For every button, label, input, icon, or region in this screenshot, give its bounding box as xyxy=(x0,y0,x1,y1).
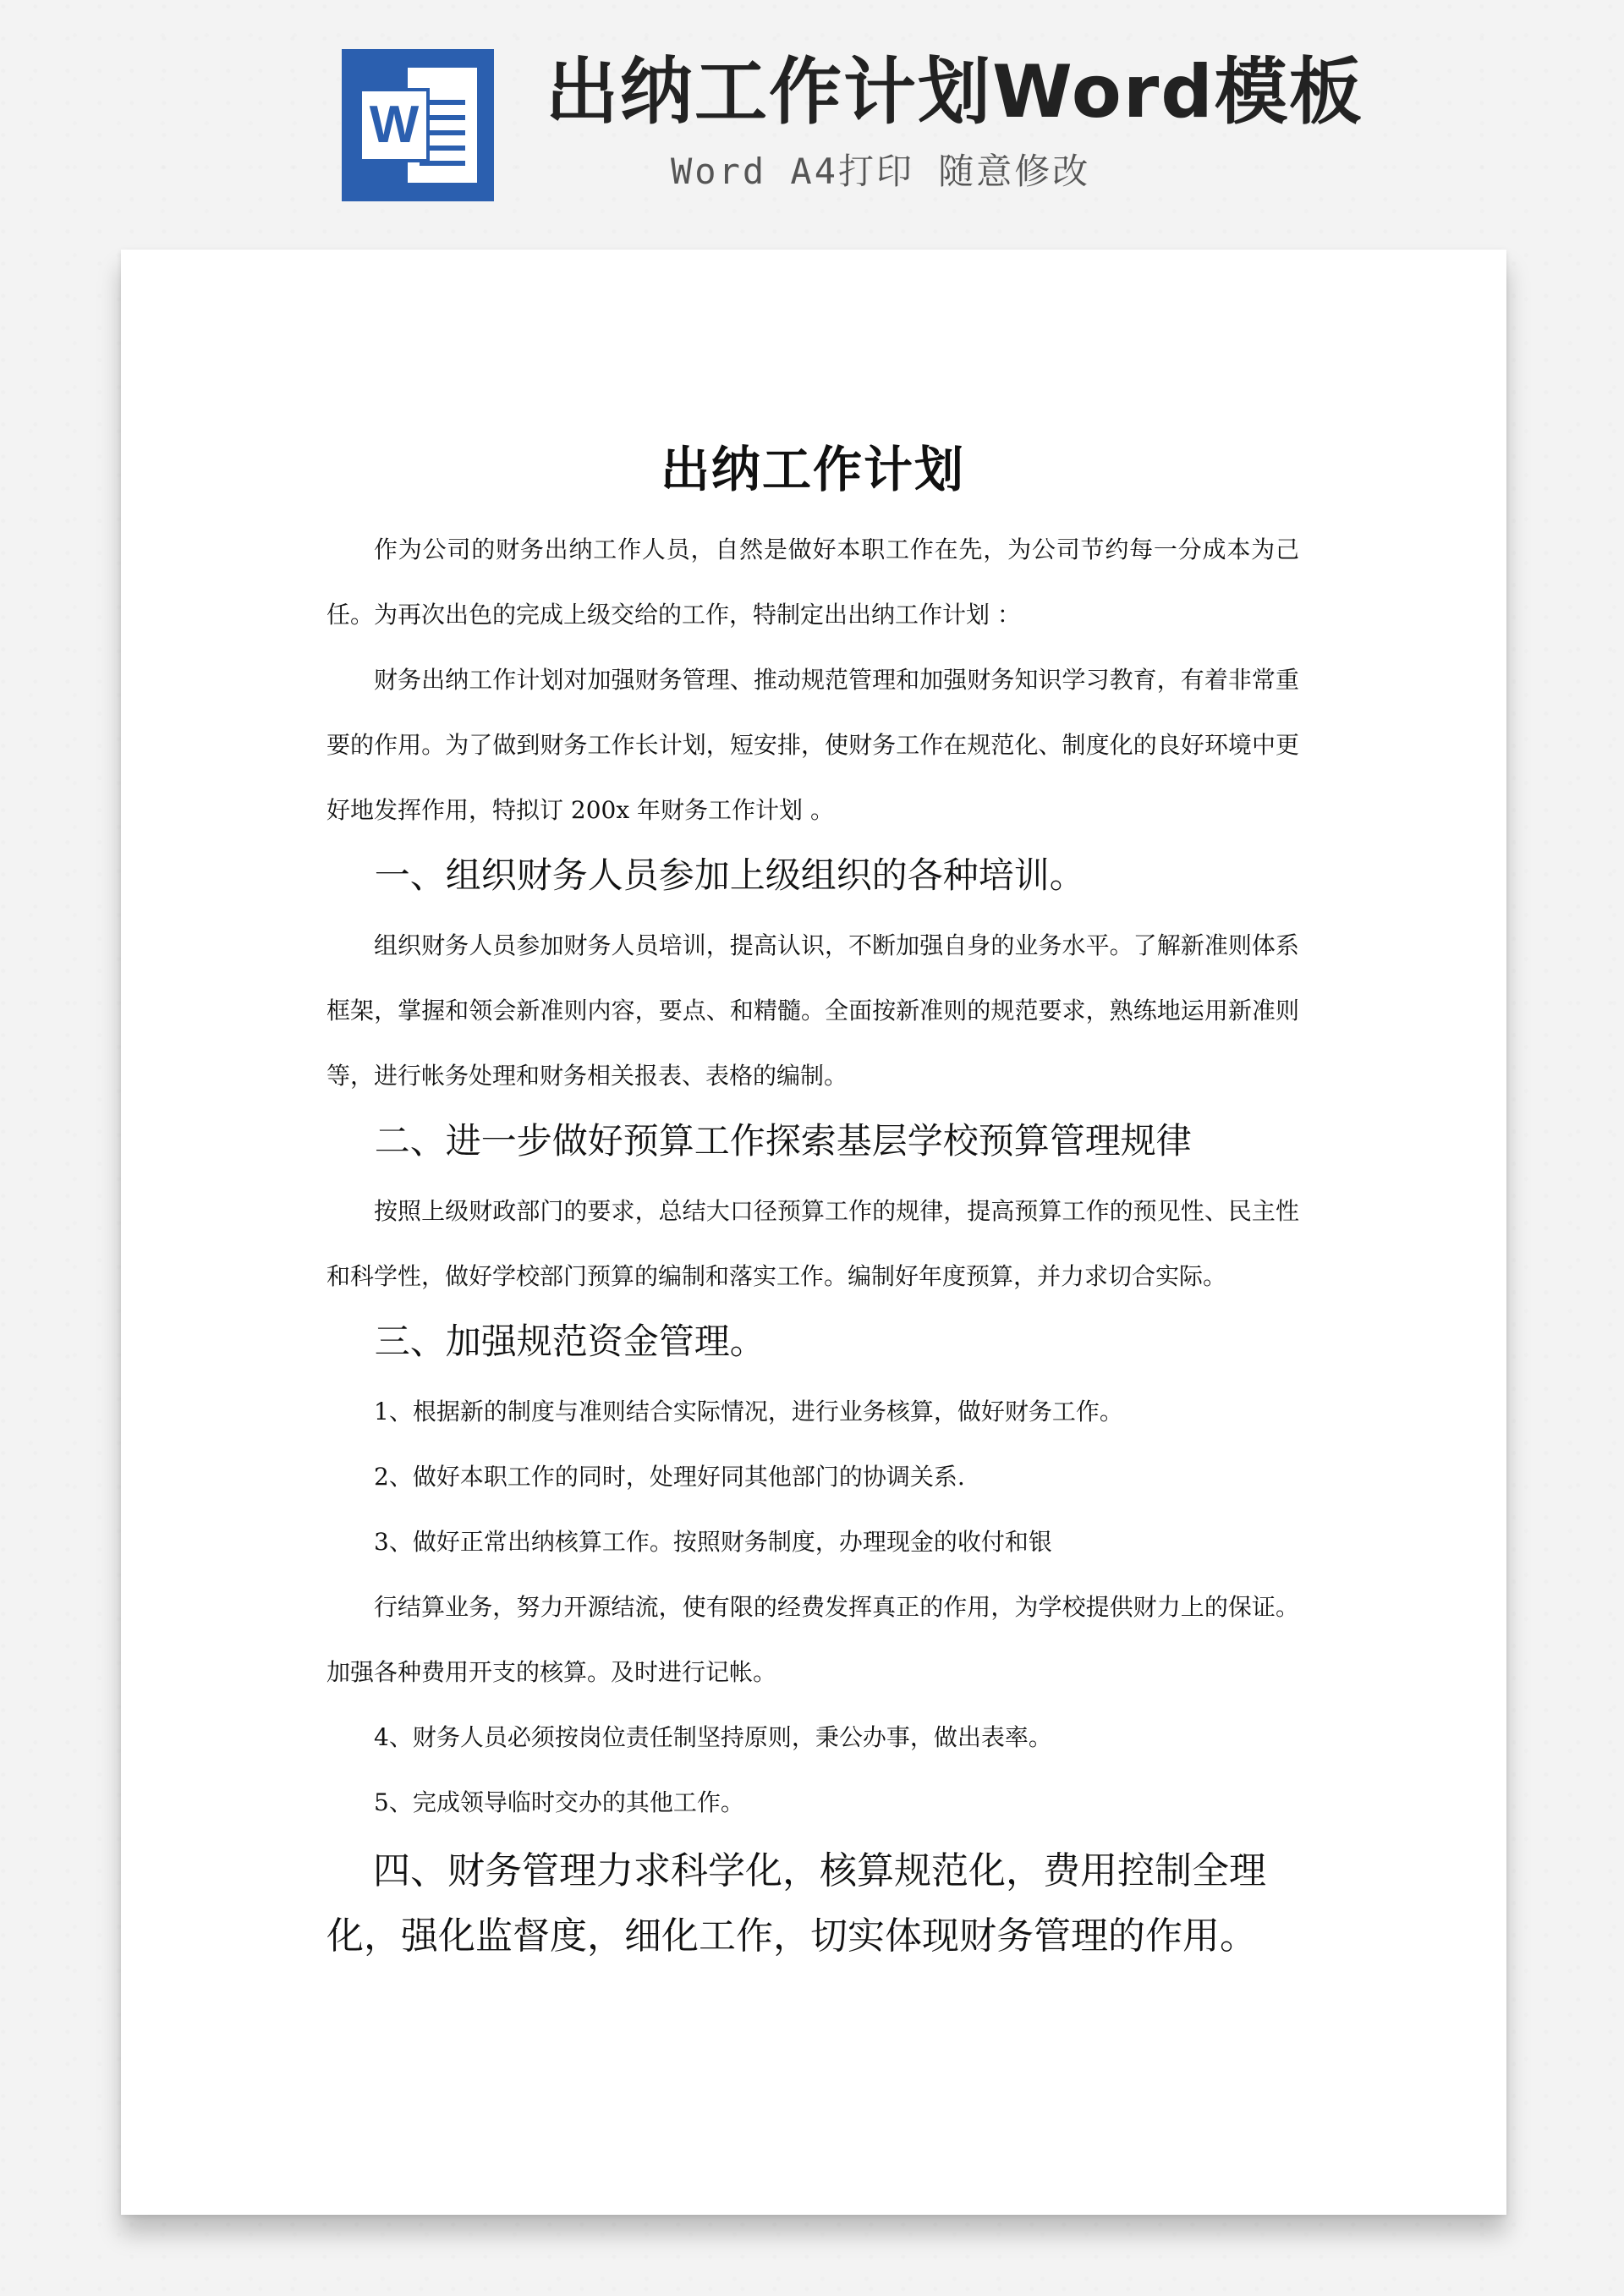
section-3-item-5: 5、完成领导临时交办的其他工作。 xyxy=(374,1788,744,1816)
document-title: 出纳工作计划 xyxy=(660,441,965,498)
word-icon-letter: W xyxy=(359,88,430,162)
intro-paragraph-1: 作为公司的财务出纳工作人员，自然是做好本职工作在先，为公司节约每一分成本为己任。为再次出色的完成上级交给的工作，特制定出出纳工作计划 ： xyxy=(326,536,1299,629)
section-2-heading: 二、进一步做好预算工作探索基层学校预算管理规律 xyxy=(374,1120,1192,1162)
section-3-item-4: 4、财务人员必须按岗位责任制坚持原则，秉公办事，做出表率。 xyxy=(374,1723,1052,1751)
intro-paragraph-2: 财务出纳工作计划对加强财务管理、推动规范管理和加强财务知识学习教育，有着非常重要的作用。为了做到财务工作长计划，短安排，使财务工作在规范化、制度化的良好环境中更好地发挥作用，特拟订 200x 年财务工作计划 。 xyxy=(326,666,1299,824)
document-body xyxy=(326,427,1299,1974)
template-banner xyxy=(0,0,1624,220)
section-1-heading: 一、组织财务人员参加上级组织的各种培训。 xyxy=(374,854,1085,896)
word-icon xyxy=(342,49,494,201)
section-2-paragraph: 按照上级财政部门的要求，总结大口径预算工作的规律，提高预算工作的预见性、民主性和科学性，做好学校部门预算的编制和落实工作。编制好年度预算，并力求切合实际。 xyxy=(326,1197,1299,1290)
section-3-heading: 三、加强规范资金管理。 xyxy=(374,1321,765,1362)
section-3-item-3: 3、做好正常出纳核算工作。按照财务制度，办理现金的收付和银 xyxy=(374,1528,1052,1556)
banner-title: 出纳工作计划Word模板 xyxy=(546,50,1363,135)
section-3-item-2: 2、做好本职工作的同时，处理好同其他部门的协调关系. xyxy=(374,1463,965,1491)
section-4-heading: 四、财务管理力求科学化，核算规范化，费用控制全理化，强化监督度，细化工作，切实体现财务管理的作用。 xyxy=(326,1849,1266,1958)
banner-subtitle: Word A4打印 随意修改 xyxy=(671,151,1091,192)
section-3-item-1: 1、根据新的制度与准则结合实际情况，进行业务核算，做好财务工作。 xyxy=(374,1398,1123,1425)
section-1-paragraph: 组织财务人员参加财务人员培训，提高认识，不断加强自身的业务水平。了解新准则体系框架，掌握和领会新准则内容，要点、和精髓。全面按新准则的规范要求，熟练地运用新准则等，进行帐务处理和财务相关报表、表格的编制。 xyxy=(326,931,1299,1090)
section-3-item-3-continued: 行结算业务，努力开源结流，使有限的经费发挥真正的作用，为学校提供财力上的保证。加强各种费用开支的核算。及时进行记帐。 xyxy=(326,1593,1299,1686)
document-page xyxy=(121,250,1506,2215)
